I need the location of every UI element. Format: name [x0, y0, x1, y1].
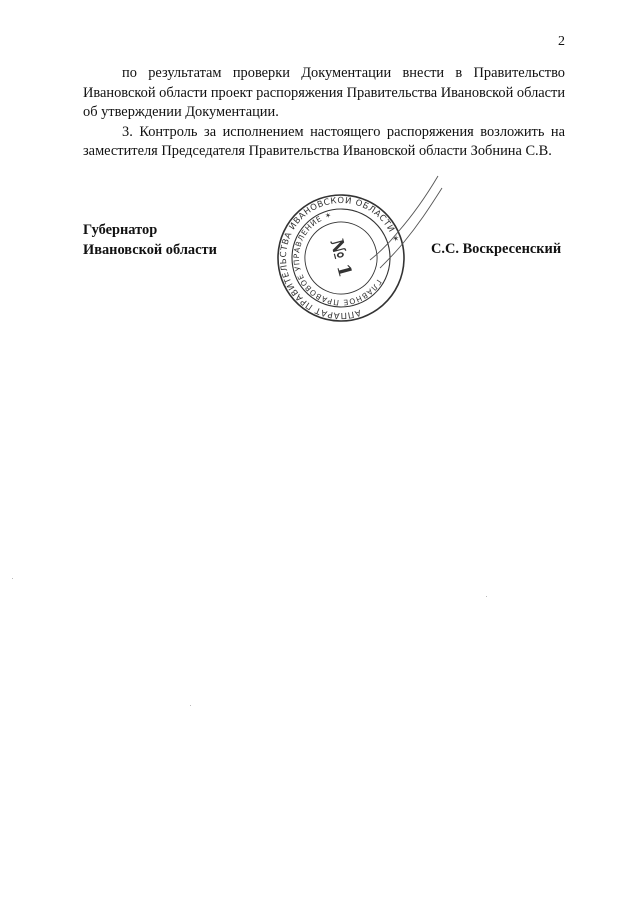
- signatory-title-line2: Ивановской области: [83, 241, 217, 258]
- seal-center-number: № 1: [325, 236, 356, 280]
- signatory-title-line1: Губернатор: [83, 222, 158, 238]
- scan-speck: [12, 578, 13, 579]
- seal-inner-text: ГЛАВНОЕ ПРАВОВОЕ УПРАВЛЕНИЕ ✶: [291, 209, 384, 308]
- scan-speck: [486, 596, 487, 597]
- signatory-title: [83, 221, 217, 260]
- document-body: [83, 64, 565, 162]
- signatory-name: С.С. Воскресенский: [431, 241, 562, 257]
- svg-text:ГЛАВНОЕ ПРАВОВОЕ УПРАВЛЕНИЕ ✶: [276, 202, 402, 323]
- official-seal-stamp: [276, 193, 406, 323]
- seal-outer-text: АППАРАТ ПРАВИТЕЛЬСТВА ИВАНОВСКОЙ ОБЛАСТИ ✶: [278, 195, 401, 321]
- svg-text:АППАРАТ ПРАВИТЕЛЬСТВА ИВАНОВСК: [276, 193, 406, 323]
- page-number: 2: [558, 34, 565, 49]
- paragraph-item-3: 3. Контроль за исполнением настоящего распоряжения возложить на заместителя Председателя Правительства Ивановской области Зобнина С.В.: [83, 123, 565, 159]
- handwritten-signature: [330, 170, 450, 290]
- scan-speck: [190, 705, 191, 706]
- paragraph-continuation: по результатам проверки Документации внести в Правительство Ивановской области проект распоряжения Правительства Ивановской области об утверждении Документации.: [83, 65, 566, 120]
